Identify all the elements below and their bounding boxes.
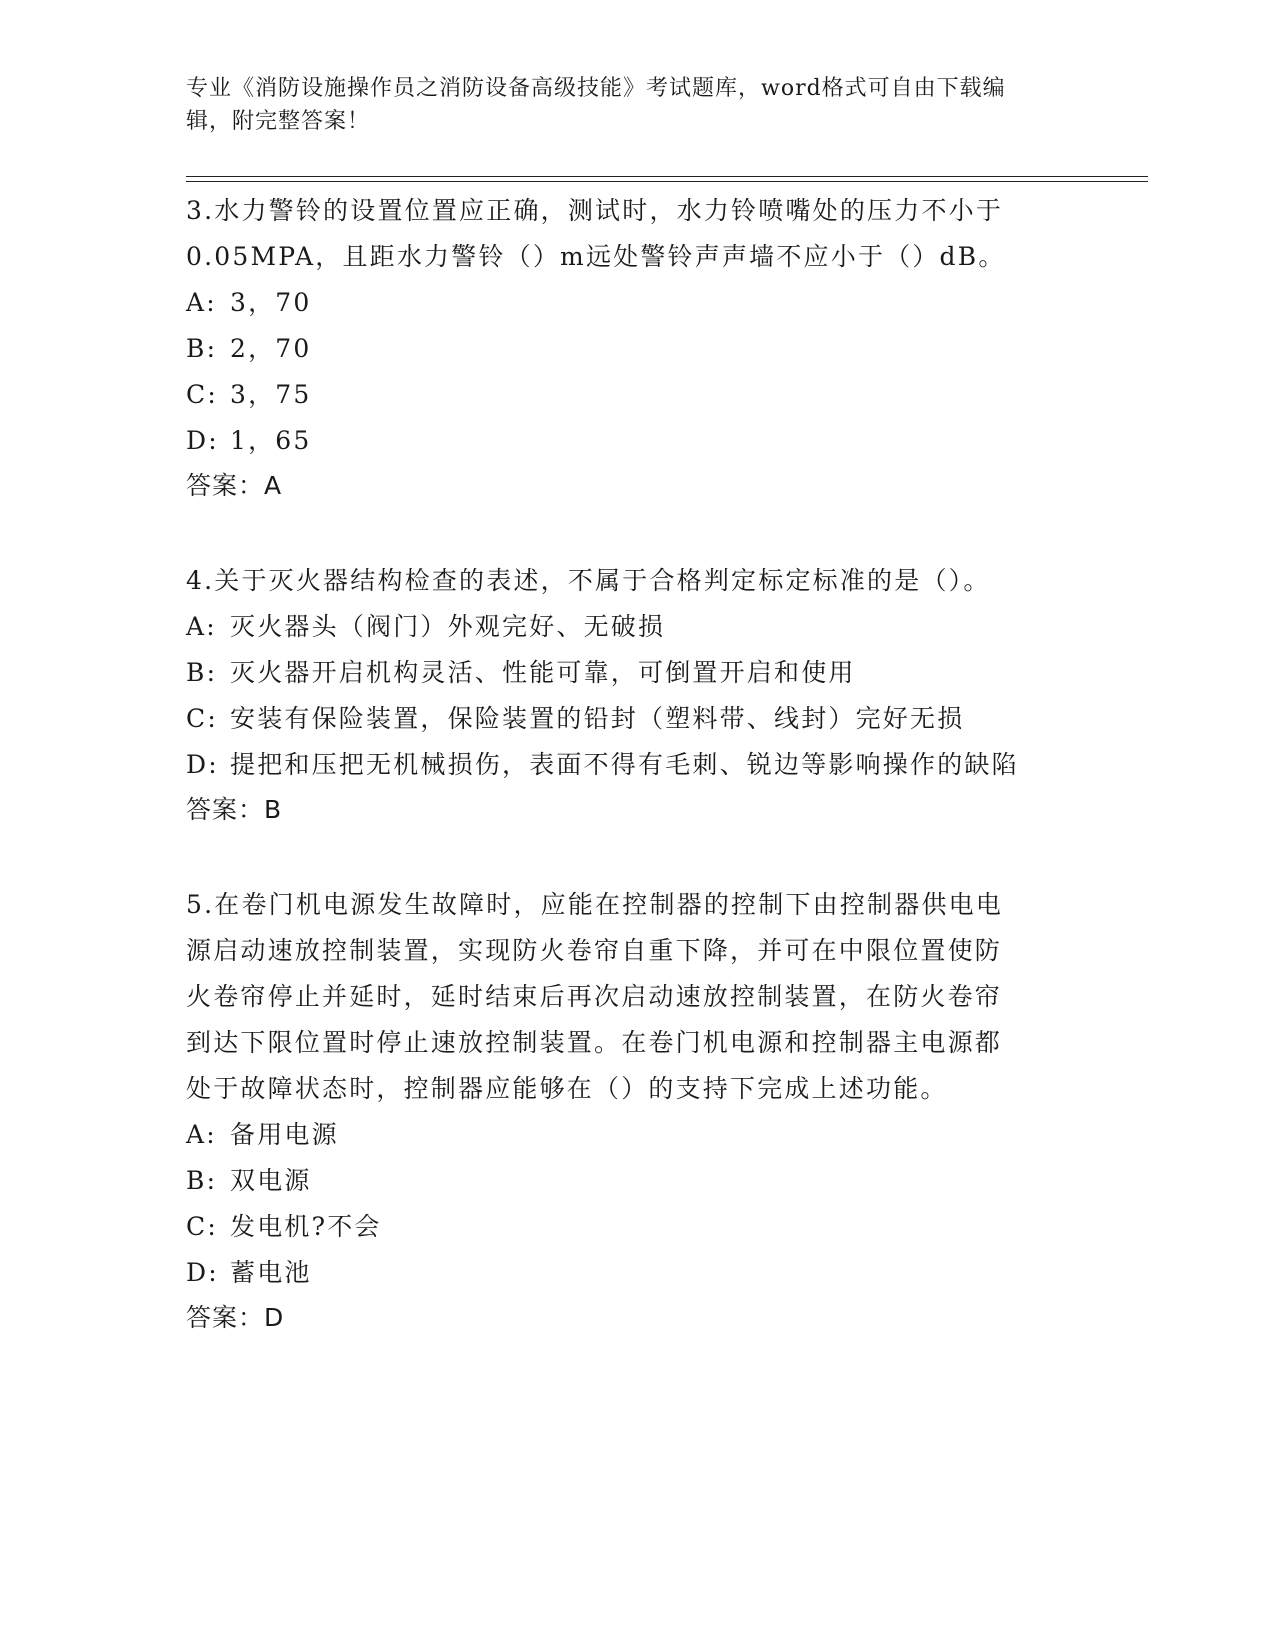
- question-5: [186, 882, 1086, 1340]
- option-key: B:: [186, 1166, 218, 1195]
- option-text: 灭火器头（阀门）外观完好、无破损: [230, 612, 666, 641]
- option-c: [186, 372, 1086, 418]
- option-a: [186, 1112, 1086, 1158]
- option-d: [186, 418, 1086, 464]
- option-text: 灭火器开启机构灵活、性能可靠，可倒置开启和使用: [230, 658, 856, 687]
- question-stem-line: 源启动速放控制装置，实现防火卷帘自重下降，并可在中限位置使防: [186, 936, 1003, 965]
- option-text: 1，65: [230, 426, 312, 455]
- option-text: 双电源: [230, 1166, 312, 1195]
- option-key: D:: [186, 750, 219, 779]
- option-key: D:: [186, 426, 219, 455]
- option-key: A:: [186, 1120, 217, 1149]
- header-divider-bottom: [186, 181, 1148, 182]
- option-b: [186, 326, 1086, 372]
- question-stem-line: 到达下限位置时停止速放控制装置。在卷门机电源和控制器主电源都: [186, 1028, 1003, 1057]
- question-3: [186, 188, 1086, 508]
- option-c: [186, 1204, 1086, 1250]
- document-header: [186, 72, 1066, 138]
- option-b: [186, 1158, 1086, 1204]
- option-text: 3，70: [230, 288, 312, 317]
- question-stem-line: 3.水力警铃的设置位置应正确，测试时，水力铃喷嘴处的压力不小于: [186, 196, 1004, 225]
- question-stem-line: 火卷帘停止并延时，延时结束后再次启动速放控制装置，在防火卷帘: [186, 982, 1003, 1011]
- header-line-2: 辑，附完整答案！: [186, 109, 371, 134]
- option-text: 2，70: [230, 334, 312, 363]
- question-4: [186, 558, 1086, 832]
- option-key: C:: [186, 1212, 218, 1241]
- option-text: 备用电源: [230, 1120, 339, 1149]
- option-b: [186, 650, 1086, 696]
- question-stem-line: 0.05MPA，且距水力警铃（）m远处警铃声声墙不应小于（）dB。: [186, 242, 1006, 271]
- option-d: [186, 1250, 1086, 1296]
- option-text: 3，75: [230, 380, 312, 409]
- option-key: B:: [186, 334, 218, 363]
- option-key: C:: [186, 380, 218, 409]
- option-text: 提把和压把无机械损伤，表面不得有毛刺、锐边等影响操作的缺陷: [230, 750, 1019, 779]
- option-text: 发电机?不会: [230, 1212, 382, 1241]
- option-d: [186, 742, 1086, 788]
- answer-label: 答案：B: [186, 795, 283, 824]
- option-key: A:: [186, 288, 217, 317]
- option-a: [186, 280, 1086, 326]
- option-a: [186, 604, 1086, 650]
- question-stem-line: 处于故障状态时，控制器应能够在（）的支持下完成上述功能。: [186, 1074, 948, 1103]
- option-text: 蓄电池: [230, 1258, 312, 1287]
- question-stem-line: 4.关于灭火器结构检查的表述，不属于合格判定标定标准的是（）。: [186, 566, 991, 595]
- question-stem-line: 5.在卷门机电源发生故障时，应能在控制器的控制下由控制器供电电: [186, 890, 1004, 919]
- header-line-1: 专业《消防设施操作员之消防设备高级技能》考试题库，word格式可自由下载编: [186, 76, 1006, 101]
- option-key: C:: [186, 704, 218, 733]
- option-c: [186, 696, 1086, 742]
- option-key: D:: [186, 1258, 219, 1287]
- header-divider-top: [186, 176, 1148, 177]
- answer-label: 答案：D: [186, 1303, 285, 1332]
- option-key: B:: [186, 658, 218, 687]
- question-list: [186, 188, 1086, 1390]
- option-text: 安装有保险装置，保险装置的铅封（塑料带、线封）完好无损: [230, 704, 965, 733]
- answer-label: 答案：A: [186, 471, 283, 500]
- option-key: A:: [186, 612, 217, 641]
